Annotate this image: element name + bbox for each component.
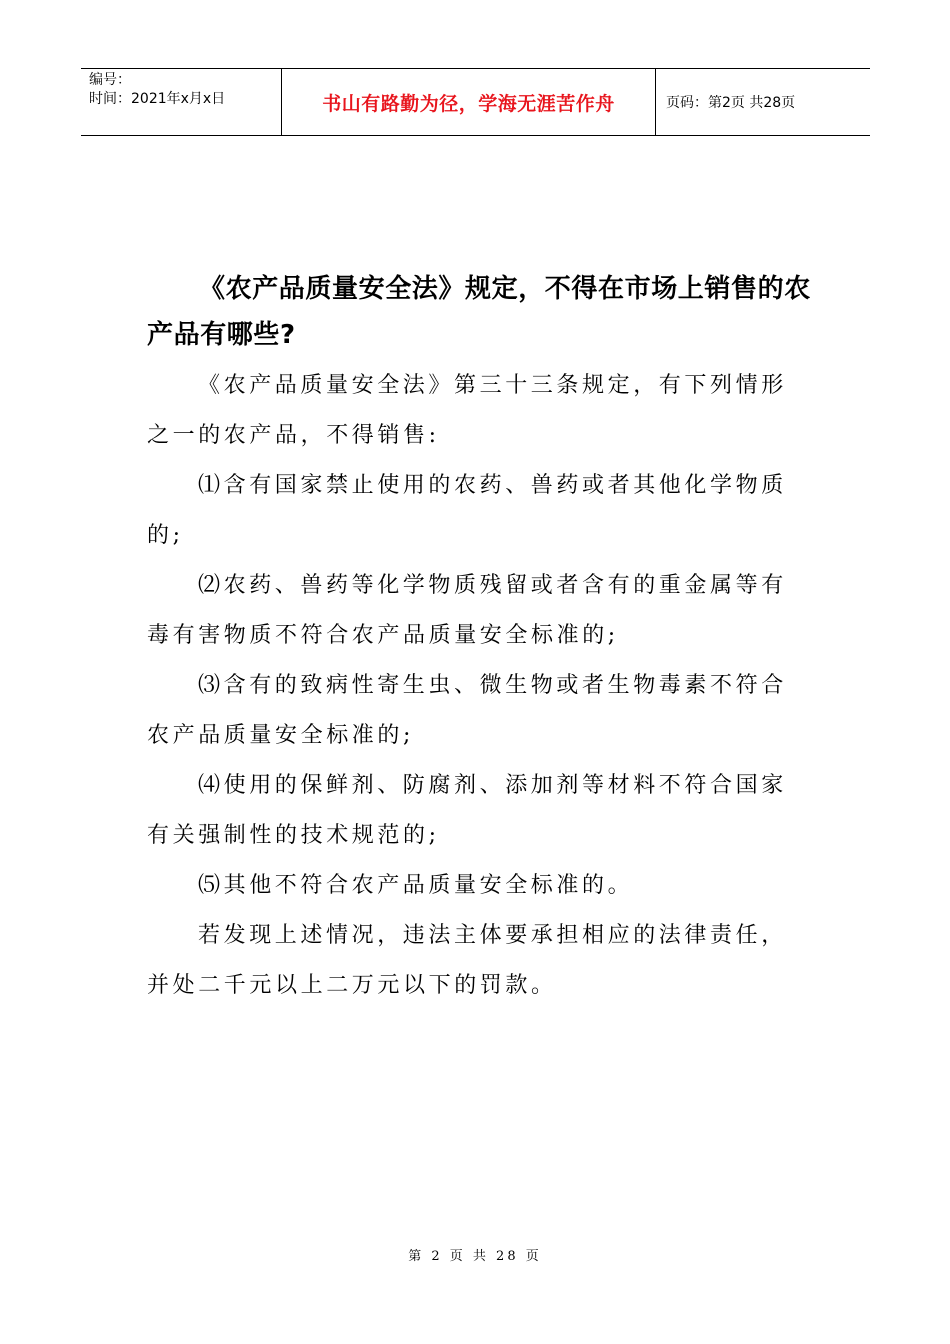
document-date: 时间：2021年x月x日 <box>89 91 226 107</box>
header-meta <box>81 69 281 135</box>
document-title: 《农产品质量安全法》规定，不得在市场上销售的农产品有哪些? <box>147 274 811 350</box>
header-motto: 书山有路勤为径，学海无涯苦作舟 <box>281 69 656 135</box>
page-footer: 第 2 页 共 28 页 <box>408 1249 542 1264</box>
paragraph-item-1: ⑴含有国家禁止使用的农药、兽药或者其他化学物质的; <box>147 473 787 548</box>
document-number-label: 编号： <box>89 72 131 88</box>
paragraph-item-2: ⑵农药、兽药等化学物质残留或者含有的重金属等有毒有害物质不符合农产品质量安全标准的; <box>147 573 787 648</box>
paragraph-item-4: ⑷使用的保鲜剂、防腐剂、添加剂等材料不符合国家有关强制性的技术规范的; <box>147 773 787 848</box>
page-header <box>81 68 870 136</box>
header-page-info: 页码：第2页 共28页 <box>666 95 796 111</box>
paragraph-item-5: ⑸其他不符合农产品质量安全标准的。 <box>198 873 634 898</box>
document-body <box>147 361 812 1011</box>
paragraph-penalty: 若发现上述情况，违法主体要承担相应的法律责任，并处二千元以上二万元以下的罚款。 <box>147 923 787 998</box>
paragraph-intro: 《农产品质量安全法》第三十三条规定，有下列情形之一的农产品，不得销售: <box>147 373 787 448</box>
paragraph-item-3: ⑶含有的致病性寄生虫、微生物或者生物毒素不符合农产品质量安全标准的; <box>147 673 787 748</box>
